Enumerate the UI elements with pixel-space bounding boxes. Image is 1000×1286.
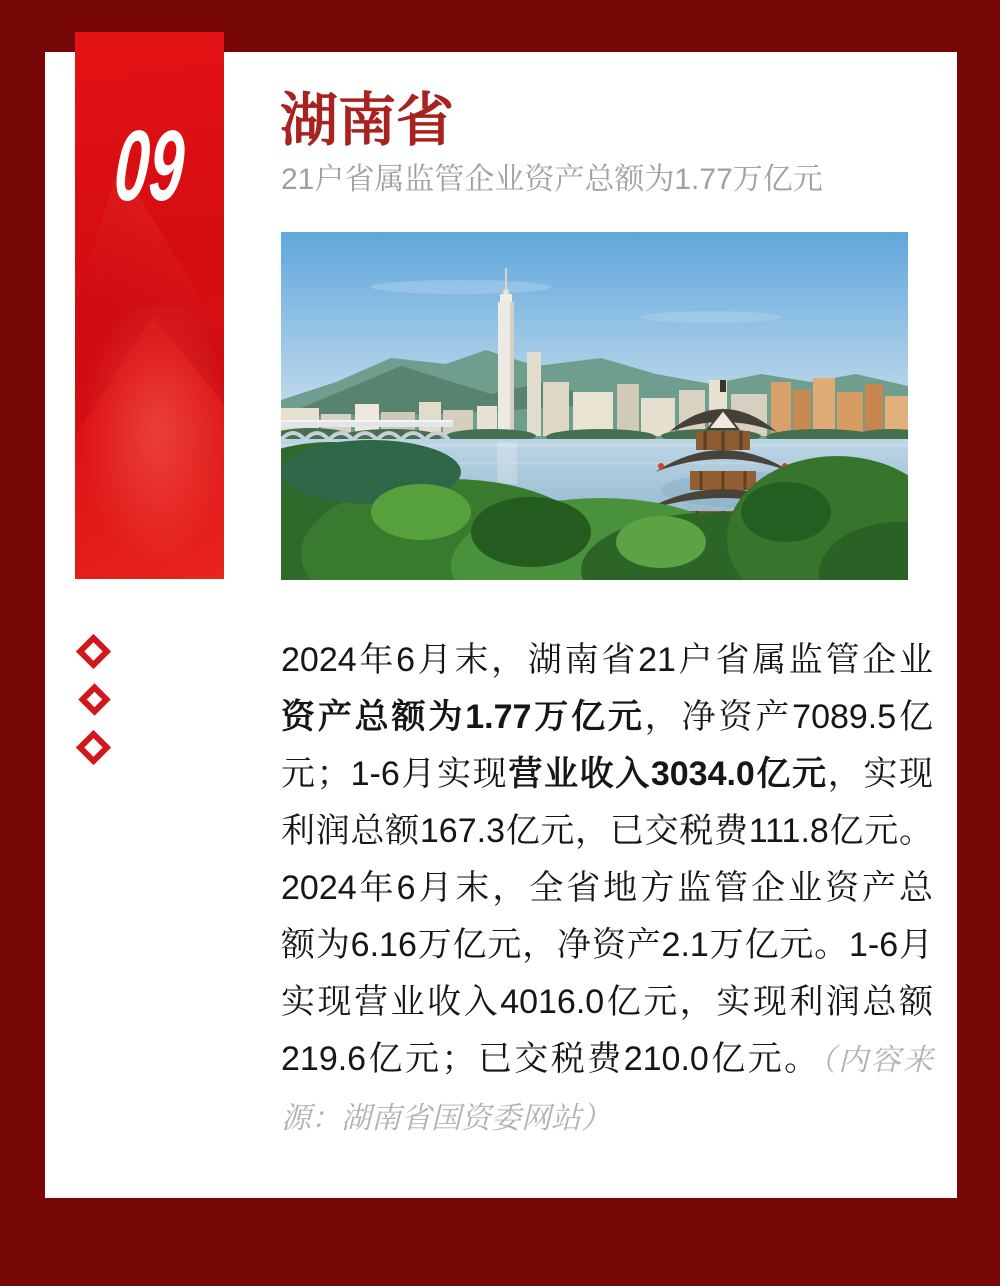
article-body (281, 632, 933, 1147)
body-text: 2024年6月末，湖南省21户省属监管企业 (281, 641, 933, 679)
body-text: 额为6.16万亿元，净资产2.1万亿元。1-6月 (281, 926, 933, 964)
source-note-text: 源：湖南省国资委网站） (281, 1102, 611, 1135)
body-text-line (281, 917, 933, 974)
body-text-line (281, 974, 933, 1031)
chapter-number: 09 (111, 110, 188, 222)
page-title: 湖南省 (280, 88, 455, 153)
body-text-line (281, 632, 933, 689)
body-text-line (281, 689, 933, 746)
highlighted-stat-text: 资产总额为1.77万亿元 (281, 698, 645, 736)
body-text: 利润总额167.3亿元，已交税费111.8亿元。 (281, 812, 933, 850)
body-text: 2024年6月末，全省地方监管企业资产总 (281, 869, 933, 907)
body-text: 元；1-6月实现 (281, 755, 509, 793)
body-text: ，净资产7089.5亿 (644, 698, 933, 736)
body-text-line (281, 1031, 933, 1089)
body-text: ，实现 (827, 755, 933, 793)
chapter-flag-banner (75, 32, 224, 579)
body-text-line (281, 746, 933, 803)
flag-fold-decoration (75, 306, 224, 580)
body-text-line (281, 1089, 933, 1147)
cityscape-photo (281, 232, 908, 580)
body-text-line (281, 803, 933, 860)
body-text: 实现营业收入4016.0亿元，实现利润总额 (281, 983, 933, 1021)
body-text: 219.6亿元；已交税费210.0亿元。 (281, 1040, 821, 1078)
highlighted-stat-text: 营业收入3034.0亿元 (508, 755, 828, 793)
source-note-text: （内容来 (820, 1044, 934, 1077)
page-subtitle: 21户省属监管企业资产总额为1.77万亿元 (281, 163, 823, 196)
body-text-line (281, 860, 933, 917)
